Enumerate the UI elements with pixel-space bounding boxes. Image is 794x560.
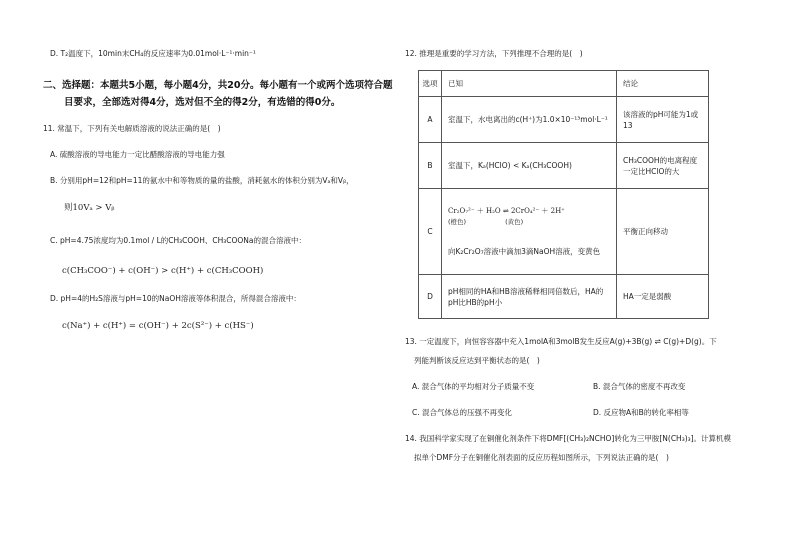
q11-option-c-equation: c(CH₃COO⁻) + c(OH⁻) > c(H⁺) + c(CH₃COOH) (62, 266, 264, 276)
row-option: B (419, 143, 442, 189)
q11-option-c: C. pH=4.75浓度均为0.1mol / L的CH₃COOH、CH₃COONa的混合溶液中： (50, 236, 306, 245)
q12-stem: 12. 推理是重要的学习方法，下列推理不合理的是( ) (405, 49, 583, 58)
q11-option-a: A. 硫酸溶液的导电能力一定比醋酸溶液的导电能力强 (50, 150, 225, 159)
table-header-row (419, 71, 709, 97)
section-title-line2: 目要求，全部选对得4分，选对但不全的得2分，有选错的得0分。 (64, 97, 341, 108)
row-option: D (419, 275, 442, 319)
q14-stem-continued: 拟单个DMF分子在铜催化剂表面的反应历程如图所示，下列说法正确的是( ) (414, 453, 669, 462)
table-row (419, 97, 709, 143)
q11-option-d-equation: c(Na⁺) + c(H⁺) = c(OH⁻) + 2c(S²⁻) + c(HS⁻) (62, 321, 254, 331)
q13-stem-continued: 列能判断该反应达到平衡状态的是( ) (414, 356, 540, 365)
q13-option-a: A. 混合气体的平均相对分子质量不变 (412, 382, 535, 391)
row-known-cell (442, 189, 617, 275)
q14-stem: 14. 我国科学家实现了在铜催化剂条件下将DMF[(CH₃)₂NCHO]转化为三甲胺[N(CH₃)₃]。计算机模 (405, 434, 732, 443)
row-conclusion: 该溶液的pH可能为1或13 (617, 97, 709, 143)
row-option: C (419, 189, 442, 275)
table-header-known: 已知 (442, 71, 617, 97)
row-known: 室温下，水电离出的c(H⁺)为1.0×10⁻¹³mol·L⁻¹ (442, 97, 617, 143)
q12-table (418, 70, 709, 319)
q11-stem: 11. 常温下，下列有关电解质溶液的说法正确的是( ) (43, 124, 221, 133)
row-conclusion: CH₃COOH的电离程度一定比HClO的大 (617, 143, 709, 189)
row-known-equation: Cr₂O₇²⁻ ＋ H₂O ⇌ 2CrO₄²⁻ ＋ 2H⁺ (448, 207, 565, 215)
q10-option-d: D. T₂温度下，10min末CH₄的反应速率为0.01mol·L⁻¹·min⁻¹ (50, 49, 256, 58)
q13-option-b: B. 混合气体的密度不再改变 (593, 382, 686, 391)
q13-option-d: D. 反应物A和B的转化率相等 (593, 408, 689, 417)
row-known: 向K₂Cr₂O₇溶液中滴加3滴NaOH溶液，变黄色 (448, 247, 601, 256)
table-header-option: 选项 (419, 71, 442, 97)
row-known: 室温下，Kₐ(HClO) < Kₐ(CH₃COOH) (442, 143, 617, 189)
table-row (419, 189, 709, 275)
row-option: A (419, 97, 442, 143)
row-known: pH相同的HA和HB溶液稀释相同倍数后，HA的pH比HB的pH小 (442, 275, 617, 319)
table-row (419, 275, 709, 319)
row-conclusion: 平衡正向移动 (617, 189, 709, 275)
table-header-conclusion: 结论 (617, 71, 709, 97)
row-known-colors: (橙色) (黄色) (448, 218, 524, 226)
q11-option-d: D. pH=4的H₂S溶液与pH=10的NaOH溶液等体积混合，所得混合溶液中： (50, 294, 301, 303)
table-row (419, 143, 709, 189)
q11-option-b-conclusion: 则10Vₐ > Vᵦ (64, 203, 115, 213)
q13-stem: 13. 一定温度下，向恒容容器中充入1molA和3molB发生反应A(g)+3B(g) ⇌ C(g)+D(g)。下 (405, 337, 717, 346)
row-conclusion: HA一定是弱酸 (617, 275, 709, 319)
q11-option-b: B. 分别用pH=12和pH=11的氨水中和等物质的量的盐酸，消耗氨水的体积分别为Vₐ和Vᵦ， (50, 176, 354, 185)
section-title-line1: 二、选择题：本题共5小题，每小题4分，共20分。每小题有一个或两个选项符合题 (43, 80, 393, 91)
q13-option-c: C. 混合气体总的压强不再变化 (412, 408, 513, 417)
